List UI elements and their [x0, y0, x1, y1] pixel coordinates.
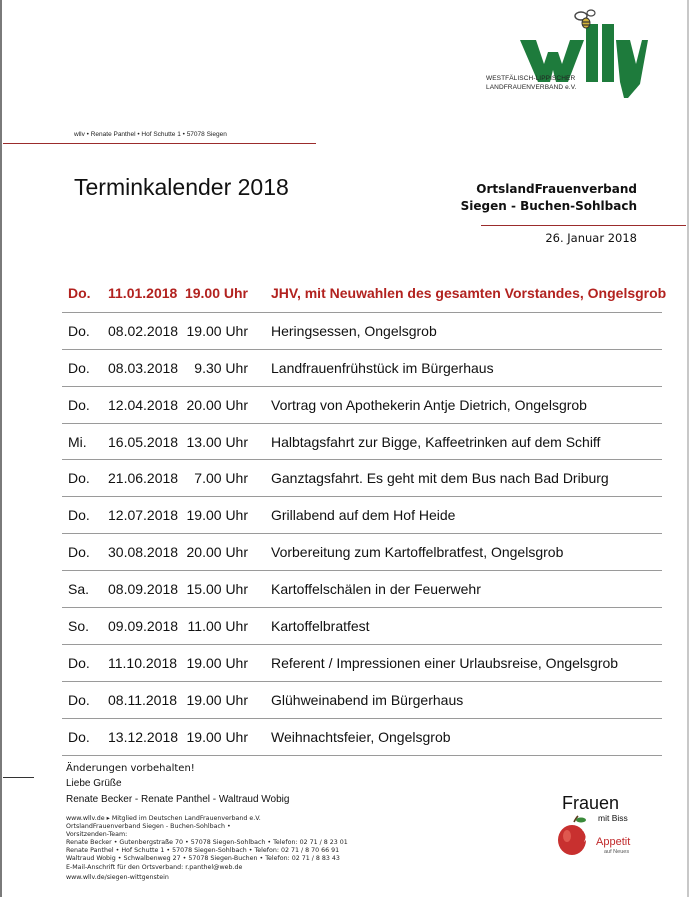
- event-date: 08.02.2018: [108, 322, 179, 339]
- event-row: [62, 571, 662, 608]
- event-day: Do.: [68, 396, 90, 413]
- event-time: 7.00 Uhr: [194, 470, 248, 487]
- sender-divider: [3, 143, 316, 144]
- changes-note: Änderungen vorbehalten!: [66, 763, 195, 774]
- event-row: [62, 719, 662, 756]
- badge-tagline: auf Neues: [604, 849, 630, 855]
- organization-divider: [481, 225, 686, 226]
- footer-line-contact-2: Renate Panthel • Hof Schutte 1 • 57078 Siegen-Sohlbach • Telefon: 02 71 / 8 70 66 91: [66, 847, 340, 855]
- event-time: 19.00 Uhr: [186, 507, 248, 524]
- event-date: 08.11.2018: [108, 691, 178, 708]
- event-description: Heringsessen, Ongelsgrob: [271, 322, 437, 339]
- footer-line-team: Vorsitzenden-Team:: [66, 831, 128, 839]
- event-row: [62, 534, 662, 571]
- event-row: [62, 350, 662, 387]
- event-description: JHV, mit Neuwahlen des gesamten Vorstandes, Ongelsgrob: [271, 285, 667, 301]
- event-day: Do.: [68, 544, 90, 561]
- organization-location: Siegen - Buchen-Sohlbach: [460, 199, 637, 213]
- event-date: 12.04.2018: [108, 396, 179, 413]
- triangle-right-icon: ▸: [106, 815, 110, 822]
- event-time: 15.00 Uhr: [186, 581, 248, 598]
- event-row-highlighted: [62, 276, 667, 313]
- event-description: Kartoffelschälen in der Feuerwehr: [271, 581, 481, 598]
- event-day: So.: [68, 618, 90, 635]
- event-row: [62, 387, 662, 424]
- footer-line-org: OrtslandFrauenverband Siegen - Buchen-Sohlbach •: [66, 823, 231, 831]
- badge-subtitle: mit Biss: [598, 813, 628, 823]
- organization-name: OrtslandFrauenverband: [476, 182, 637, 196]
- event-time: 19.00 Uhr: [186, 691, 248, 708]
- document-title: Terminkalender 2018: [74, 174, 289, 200]
- footer: [66, 815, 348, 882]
- sender-line: wllv • Renate Panthel • Hof Schutte 1 • 57078 Siegen: [74, 131, 227, 138]
- event-date: 30.08.2018: [108, 544, 179, 561]
- event-description: Landfrauenfrühstück im Bürgerhaus: [271, 359, 494, 376]
- event-description: Glühweinabend im Bürgerhaus: [271, 691, 464, 708]
- logo-subtitle-line-2: LANDFRAUENVERBAND e.V.: [486, 84, 577, 91]
- event-description: Weihnachtsfeier, Ongelsgrob: [271, 728, 451, 745]
- logo-subtitle-line-1: WESTFÄLISCH-LIPPISCHER: [486, 75, 576, 82]
- greeting: Liebe Grüße: [66, 777, 122, 789]
- event-description: Vortrag von Apothekerin Antje Dietrich, Ongelsgrob: [271, 396, 587, 413]
- event-date: 11.01.2018: [108, 285, 178, 301]
- event-row: [62, 497, 662, 534]
- badge-appetit: Appetit: [596, 836, 631, 848]
- event-row: [62, 608, 662, 645]
- footer-line-membership: [66, 815, 348, 823]
- event-date: 12.07.2018: [108, 507, 179, 524]
- logo-subtitle: [486, 74, 576, 92]
- footer-line-contact-3: Waltraud Wobig • Schwalbenweg 27 • 57078 Siegen-Buchen • Telefon: 02 71 / 8 83 43: [66, 855, 340, 863]
- event-table: [62, 276, 667, 756]
- event-day: Do.: [68, 728, 90, 745]
- event-time: 13.00 Uhr: [186, 433, 248, 450]
- event-time: 19.00 Uhr: [186, 654, 248, 671]
- event-day: Do.: [68, 507, 90, 524]
- event-time: 19.00 Uhr: [186, 728, 248, 745]
- event-description: Halbtagsfahrt zur Bigge, Kaffeetrinken auf dem Schiff: [271, 433, 601, 450]
- organization-block: [461, 181, 637, 215]
- event-description: Ganztagsfahrt. Es geht mit dem Bus nach Bad Driburg: [271, 470, 609, 487]
- event-day: Do.: [68, 322, 90, 339]
- footer-regional-link[interactable]: www.wllv.de/siegen-wittgenstein: [66, 873, 169, 881]
- event-row: [62, 424, 662, 461]
- event-row: [62, 313, 662, 350]
- closing-block: [66, 762, 289, 808]
- event-date: 09.09.2018: [108, 618, 179, 635]
- event-day: Sa.: [68, 581, 90, 598]
- event-date: 08.09.2018: [108, 581, 179, 598]
- event-time: 19.00 Uhr: [186, 322, 248, 339]
- footer-membership-text: Mitglied im Deutschen LandFrauenverband e.V.: [111, 815, 261, 822]
- event-date: 13.12.2018: [108, 728, 179, 745]
- footer-website-link[interactable]: www.wllv.de: [66, 815, 105, 822]
- event-row: [62, 645, 662, 682]
- event-description: Referent / Impressionen einer Urlaubsreise, Ongelsgrob: [271, 654, 619, 671]
- event-day: Do.: [68, 691, 90, 708]
- footer-line-contact-1: Renate Becker • Gutenbergstraße 70 • 57078 Siegen-Sohlbach • Telefon: 02 71 / 8 23 01: [66, 839, 348, 847]
- fold-mark: [3, 777, 34, 778]
- page-left-edge: [0, 0, 2, 897]
- event-day: Do.: [68, 359, 90, 376]
- event-row: [62, 682, 662, 719]
- event-time: 11.00 Uhr: [187, 618, 248, 635]
- event-description: Vorbereitung zum Kartoffelbratfest, Ongelsgrob: [271, 544, 564, 561]
- event-date: 08.03.2018: [108, 359, 179, 376]
- event-day: Mi.: [68, 433, 87, 450]
- event-day: Do.: [68, 285, 91, 301]
- badge-title: Frauen: [562, 793, 620, 813]
- footer-email-line: E-Mail-Anschrift für den Ortsverband: r.panthel@web.de: [66, 863, 243, 871]
- event-time: 20.00 Uhr: [186, 544, 248, 561]
- event-date: 11.10.2018: [108, 654, 178, 671]
- event-day: Do.: [68, 470, 90, 487]
- event-time: 19.00 Uhr: [184, 285, 248, 301]
- event-description: Kartoffelbratfest: [271, 618, 370, 635]
- document-date: 26. Januar 2018: [545, 231, 637, 245]
- event-row: [62, 460, 662, 497]
- event-time: 20.00 Uhr: [186, 396, 248, 413]
- event-description: Grillabend auf dem Hof Heide: [271, 507, 456, 524]
- signature-names: Renate Becker - Renate Panthel - Waltraud Wobig: [66, 794, 290, 805]
- event-date: 16.05.2018: [108, 433, 179, 450]
- event-day: Do.: [68, 654, 90, 671]
- event-date: 21.06.2018: [108, 470, 179, 487]
- event-time: 9.30 Uhr: [194, 359, 248, 376]
